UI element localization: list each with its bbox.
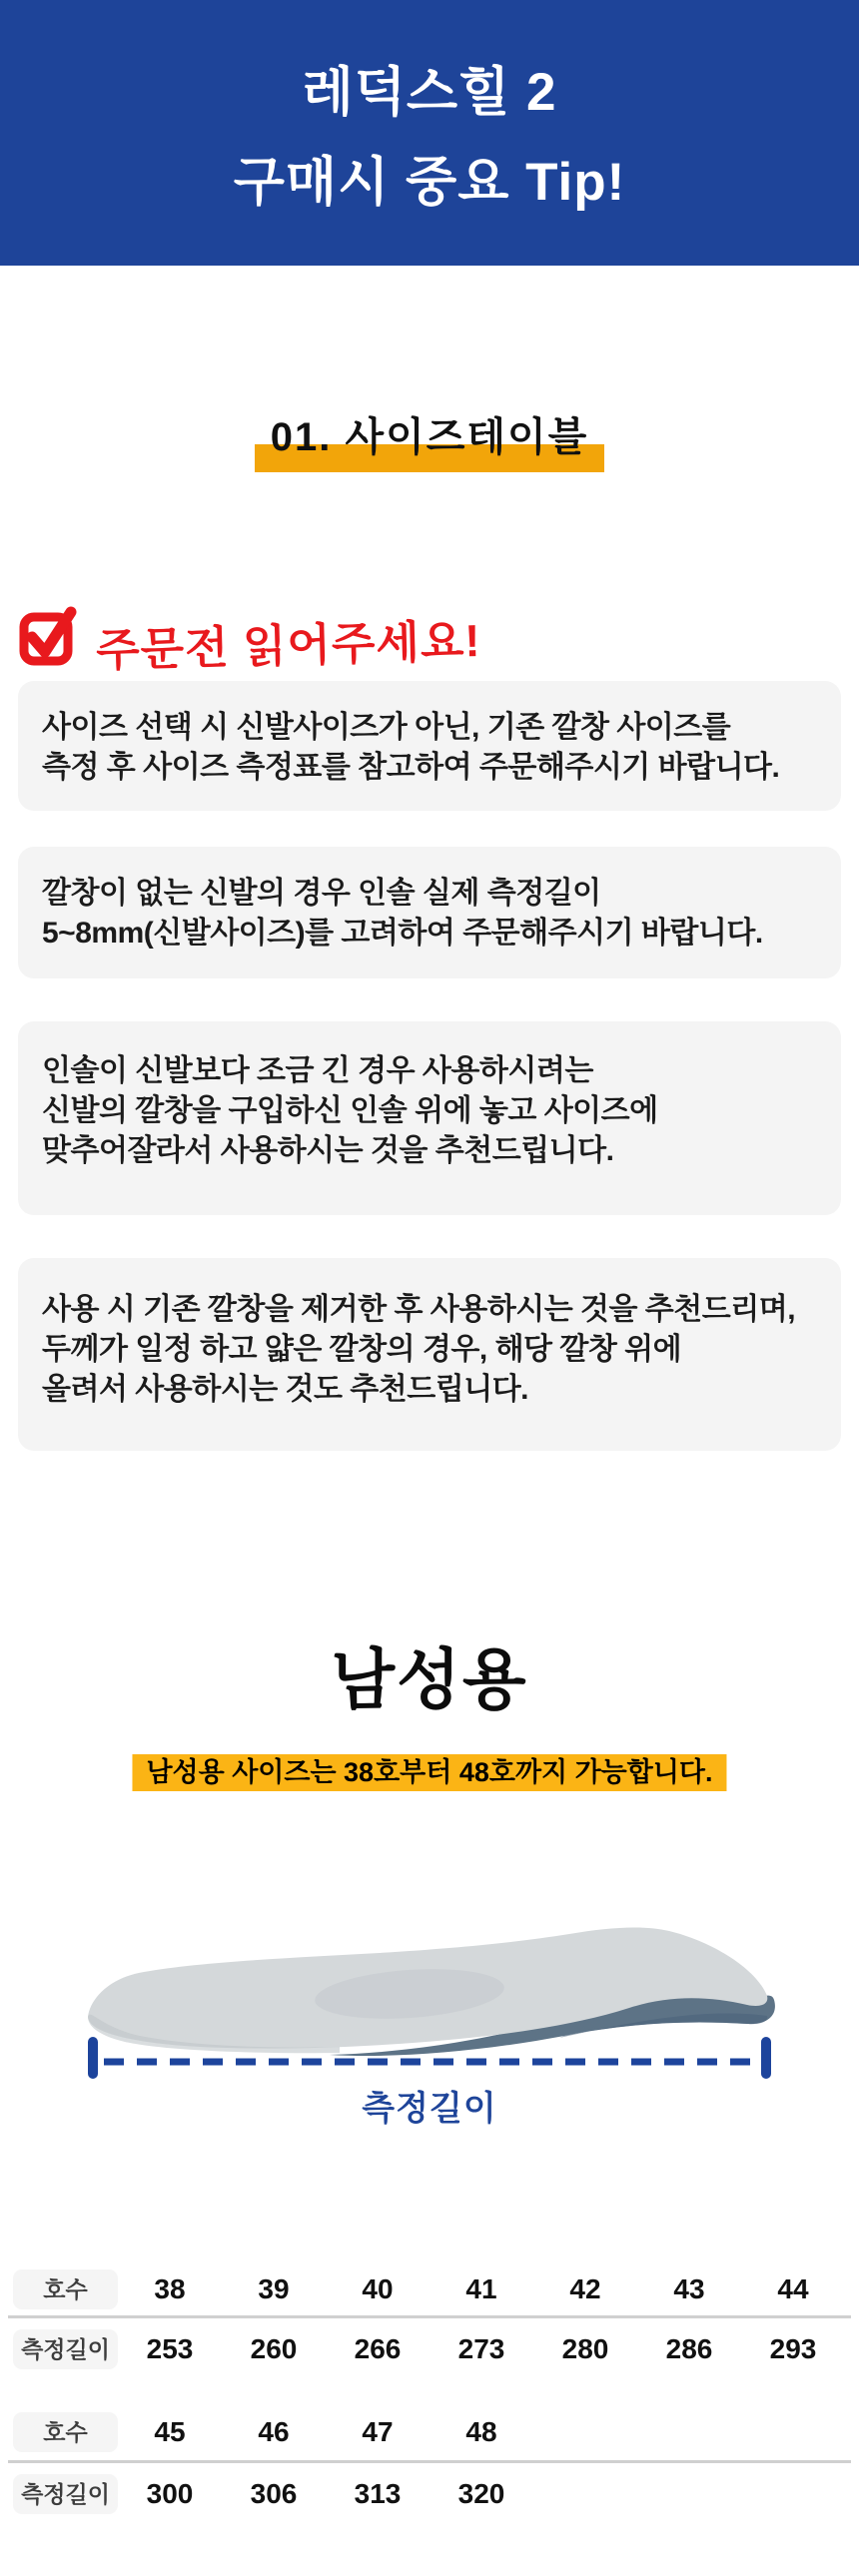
size-row-group2 [13, 2412, 846, 2452]
size-header-cell: 호수 [13, 2412, 118, 2452]
page-title [0, 0, 859, 228]
mens-size-note: 남성용 사이즈는 38호부터 48호까지 가능합니다. [132, 1754, 726, 1791]
length-row-group2 [13, 2474, 846, 2514]
size-row-group1 [13, 2269, 846, 2309]
tip-line: 인솔이 신발보다 조금 긴 경우 사용하시려는 [42, 1054, 593, 1087]
size-cell: 45 [154, 2416, 186, 2447]
page-title-line2: 구매시 중요 Tip! [233, 153, 626, 212]
length-cell: 300 [146, 2478, 194, 2509]
length-cell: 273 [457, 2333, 505, 2364]
measure-cap-left [88, 2037, 98, 2079]
length-cell: 266 [354, 2333, 402, 2364]
size-cell: 44 [777, 2273, 809, 2304]
length-row-group1 [13, 2329, 846, 2369]
tip-line: 5~8mm(신발사이즈)를 고려하여 주문해주시기 바랍니다. [42, 917, 763, 950]
tip-line: 맞추어잘라서 사용하시는 것을 추천드립니다. [42, 1134, 614, 1167]
length-cell: 280 [561, 2333, 609, 2364]
length-cell: 260 [250, 2333, 298, 2364]
size-cell: 48 [465, 2416, 497, 2447]
length-cell: 306 [250, 2478, 298, 2509]
length-cell: 286 [665, 2333, 713, 2364]
length-cell: 320 [457, 2478, 505, 2509]
tip-line: 측정 후 사이즈 측정표를 참고하여 주문해주시기 바랍니다. [42, 751, 780, 784]
table-divider [8, 2460, 851, 2463]
size-cell: 47 [362, 2416, 394, 2447]
mens-section-title: 남성용 [331, 1642, 528, 1716]
insole-illustration [80, 1912, 779, 2082]
section-heading [0, 405, 859, 472]
tip-box-4 [18, 1258, 841, 1451]
tip-box-1 [18, 681, 841, 811]
length-header-cell: 측정길이 [13, 2329, 118, 2369]
measure-cap-right [761, 2037, 771, 2079]
tip-line: 두께가 일정 하고 얇은 깔창의 경우, 해당 깔창 위에 [42, 1333, 682, 1366]
size-cell: 39 [258, 2273, 290, 2304]
length-header-cell: 측정길이 [13, 2474, 118, 2514]
length-cell: 293 [769, 2333, 817, 2364]
size-cell: 42 [569, 2273, 601, 2304]
size-cell: 38 [154, 2273, 186, 2304]
size-cell: 46 [258, 2416, 290, 2447]
tip-box-3 [18, 1021, 841, 1215]
section-heading-text: 01. 사이즈테이블 [255, 405, 605, 472]
tip-line: 사용 시 기존 깔창을 제거한 후 사용하시는 것을 추천드리며, [42, 1293, 796, 1326]
length-cell: 313 [354, 2478, 402, 2509]
length-cell: 253 [146, 2333, 194, 2364]
tip-line: 사이즈 선택 시 신발사이즈가 아닌, 기존 깔창 사이즈를 [42, 711, 731, 744]
page-title-line1: 레덕스힐 2 [302, 63, 557, 122]
header-banner [0, 0, 859, 266]
tip-line: 깔창이 없는 신발의 경우 인솔 실제 측정길이 [42, 877, 601, 910]
table-divider [8, 2315, 851, 2318]
measure-length-label: 측정길이 [362, 2090, 497, 2128]
size-cell: 43 [673, 2273, 705, 2304]
tip-line: 신발의 깔창을 구입하신 인솔 위에 놓고 사이즈에 [42, 1094, 658, 1127]
notice-headline: 주문전 읽어주세요! [95, 614, 481, 677]
size-cell: 41 [465, 2273, 497, 2304]
size-header-cell: 호수 [13, 2269, 118, 2309]
tip-box-2 [18, 847, 841, 978]
size-cell: 40 [362, 2273, 394, 2304]
tip-line: 올려서 사용하시는 것도 추천드립니다. [42, 1373, 529, 1406]
checkbox-checked-icon [18, 603, 78, 672]
